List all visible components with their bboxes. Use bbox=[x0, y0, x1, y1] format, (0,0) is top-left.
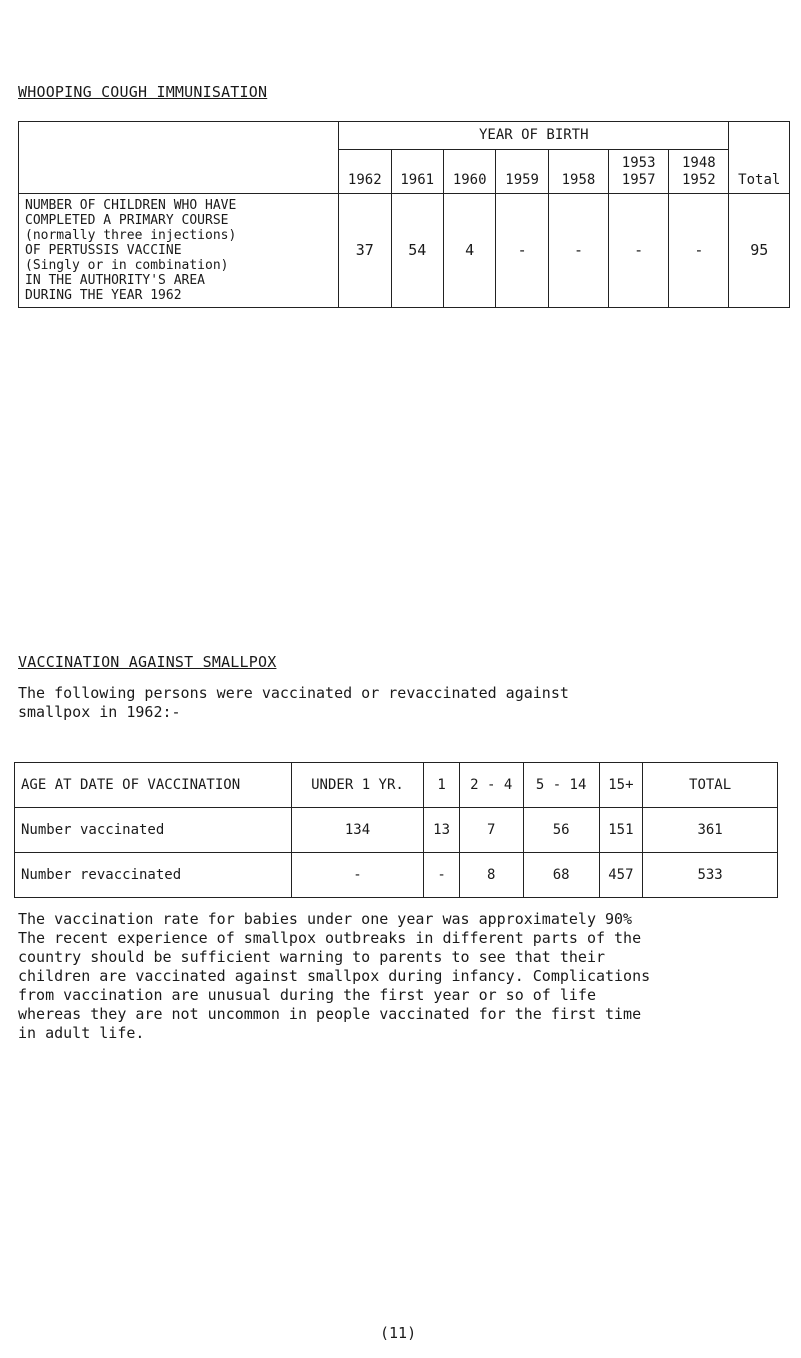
value-cell: 8 bbox=[459, 853, 523, 898]
value-cell: 54 bbox=[391, 194, 443, 308]
total-cell: 533 bbox=[643, 853, 778, 898]
total-cell: 361 bbox=[643, 808, 778, 853]
age-header: AGE AT DATE OF VACCINATION bbox=[15, 763, 292, 808]
column-header: UNDER 1 YR. bbox=[291, 763, 424, 808]
value-cell: - bbox=[496, 194, 548, 308]
row-label: Number vaccinated bbox=[15, 808, 292, 853]
year-header: 1961 bbox=[391, 150, 443, 194]
whooping-cough-heading: WHOOPING COUGH IMMUNISATION bbox=[18, 83, 268, 101]
value-cell: - bbox=[669, 194, 729, 308]
value-cell: 68 bbox=[523, 853, 599, 898]
value-cell: - bbox=[609, 194, 669, 308]
value-cell: - bbox=[548, 194, 608, 308]
page-number: (11) bbox=[380, 1324, 417, 1342]
column-header: 1 bbox=[424, 763, 459, 808]
value-cell: - bbox=[291, 853, 424, 898]
whooping-cough-table bbox=[18, 121, 790, 308]
year-header: 1962 bbox=[339, 150, 391, 194]
column-header: 15+ bbox=[599, 763, 643, 808]
year-header: 1960 bbox=[443, 150, 495, 194]
value-cell: 4 bbox=[443, 194, 495, 308]
total-cell: 95 bbox=[729, 194, 790, 308]
year-range-header: 1953 1957 bbox=[609, 150, 669, 194]
year-range-header: 1948 1952 bbox=[669, 150, 729, 194]
corner-cell bbox=[19, 122, 339, 194]
column-header: 5 - 14 bbox=[523, 763, 599, 808]
total-header: Total bbox=[729, 122, 790, 194]
smallpox-table bbox=[14, 762, 778, 898]
value-cell: 13 bbox=[424, 808, 459, 853]
column-header: TOTAL bbox=[643, 763, 778, 808]
column-header: 2 - 4 bbox=[459, 763, 523, 808]
year-header: 1959 bbox=[496, 150, 548, 194]
row-label: Number revaccinated bbox=[15, 853, 292, 898]
smallpox-intro: The following persons were vaccinated or revaccinated against smallpox in 1962:- bbox=[18, 684, 569, 721]
value-cell: 37 bbox=[339, 194, 391, 308]
year-of-birth-header: YEAR OF BIRTH bbox=[339, 122, 729, 150]
value-cell: 134 bbox=[291, 808, 424, 853]
year-header: 1958 bbox=[548, 150, 608, 194]
smallpox-paragraph: The vaccination rate for babies under one year was approximately 90% The recent experience of smallpox outbreaks in different parts of the country should be sufficient warning to parents to see that their children are vaccinated against smallpox during infancy. Complications from vaccination are unusual during the first year or so of life whereas they are not uncommon in people vaccinated for the first time in adult life. bbox=[18, 910, 651, 1042]
value-cell: 56 bbox=[523, 808, 599, 853]
value-cell: 457 bbox=[599, 853, 643, 898]
smallpox-heading: VACCINATION AGAINST SMALLPOX bbox=[18, 653, 277, 671]
value-cell: 151 bbox=[599, 808, 643, 853]
value-cell: 7 bbox=[459, 808, 523, 853]
value-cell: - bbox=[424, 853, 459, 898]
row-label: NUMBER OF CHILDREN WHO HAVE COMPLETED A PRIMARY COURSE (normally three injections) OF PERTUSSIS VACCINE (Singly or in combination) IN THE AUTHORITY'S AREA DURING THE YEAR 1962 bbox=[19, 194, 339, 308]
